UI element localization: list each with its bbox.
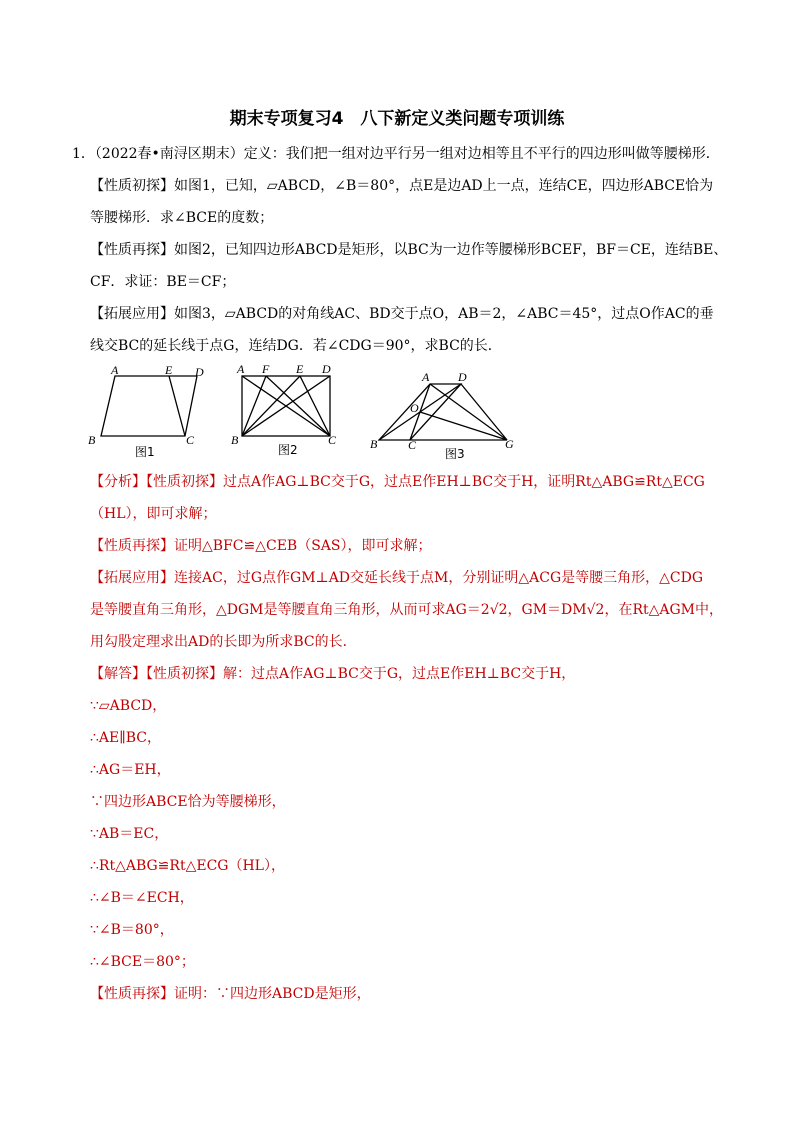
solution-line: ∴Rt△ABG≌Rt△ECG（HL）， <box>90 858 285 874</box>
figure-1-label: D <box>195 365 204 379</box>
question-line: 【性质初探】如图1，已知，▱ABCD，∠B＝80°，点E是边AD上一点，连结CE，四边形ABCE恰为 <box>90 178 714 194</box>
figure-3-label: O <box>410 401 419 415</box>
analysis-line: （HL），即可求解； <box>90 506 217 522</box>
figure-2-label: D <box>322 362 331 376</box>
solution-line: 【解答】【性质初探】解：过点A作AG⊥BC交于G，过点E作EH⊥BC交于H， <box>90 666 576 682</box>
question-line: CF．求证：BE＝CF； <box>90 274 236 290</box>
question-line: 线交BC的延长线于点G，连结DG．若∠CDG＝90°，求BC的长． <box>90 338 502 354</box>
solution-line: ∴AG＝EH， <box>90 762 171 778</box>
question-line: 【拓展应用】如图3，▱ABCD的对角线AC、BD交于点O，AB＝2，∠ABC＝45°，过点O作AC的垂 <box>90 306 714 322</box>
analysis-line: 用勾股定理求出AD的长即为所求BC的长． <box>90 634 357 650</box>
figure-2-label: B <box>231 433 239 447</box>
figure-2-caption: 图2 <box>278 443 298 457</box>
solution-line: ∵四边形ABCE恰为等腰梯形， <box>90 794 286 810</box>
analysis-line: 【分析】【性质初探】过点A作AG⊥BC交于G，过点E作EH⊥BC交于H，证明Rt△ABG≌Rt△ECG <box>90 474 705 490</box>
figure-1-caption: 图1 <box>135 445 155 459</box>
solution-line: 【性质再探】证明：∵四边形ABCD是矩形， <box>90 986 371 1002</box>
analysis-line: 是等腰直角三角形，△DGM是等腰直角三角形，从而可求AG＝2√2，GM＝DM√2，在Rt△AGM中， <box>90 602 724 618</box>
figure-1-label: B <box>88 433 96 447</box>
solution-line: ∵AB＝EC， <box>90 826 169 842</box>
figure-3-label: A <box>422 370 430 384</box>
figure-3-label: B <box>370 437 378 451</box>
figure-3-label: C <box>408 438 417 452</box>
analysis-line: 【拓展应用】连接AC，过G点作GM⊥AD交延长线于点M，分别证明△ACG是等腰三角形，△CDG <box>90 570 704 586</box>
figure-2-label: E <box>296 362 304 376</box>
analysis-line: 【性质再探】证明△BFC≌△CEB（SAS），即可求解； <box>90 538 432 554</box>
figure-1-label: E <box>165 364 173 377</box>
page-title: 期末专项复习4 八下新定义类问题专项训练 <box>229 109 565 129</box>
question-line: 等腰梯形．求∠BCE的度数； <box>90 210 274 226</box>
figure-3 <box>365 366 525 464</box>
figure-2 <box>228 362 340 462</box>
figure-2-label: F <box>262 362 270 376</box>
figure-1 <box>85 364 215 462</box>
figure-1-label: C <box>186 433 195 447</box>
figure-3-label: G <box>505 437 514 451</box>
solution-line: ∴AE∥BC， <box>90 730 161 746</box>
solution-line: ∴∠BCE＝80°； <box>90 954 195 970</box>
figure-2-label: A <box>237 362 245 376</box>
figure-2-label: C <box>328 433 337 447</box>
question-line: 1．（2022春•南浔区期末）定义：我们把一组对边平行另一组对边相等且不平行的四边形叫做等腰梯形． <box>72 146 720 162</box>
figure-3-caption: 图3 <box>445 447 465 461</box>
solution-line: ∴∠B＝∠ECH， <box>90 890 194 906</box>
solution-line: ∵∠B＝80°， <box>90 922 174 938</box>
figure-3-label: D <box>458 370 467 384</box>
solution-line: ∵▱ABCD， <box>90 698 167 714</box>
figure-1-label: A <box>111 364 119 377</box>
question-line: 【性质再探】如图2，已知四边形ABCD是矩形，以BC为一边作等腰梯形BCEF，BF＝CE，连结BE、 <box>90 242 728 258</box>
